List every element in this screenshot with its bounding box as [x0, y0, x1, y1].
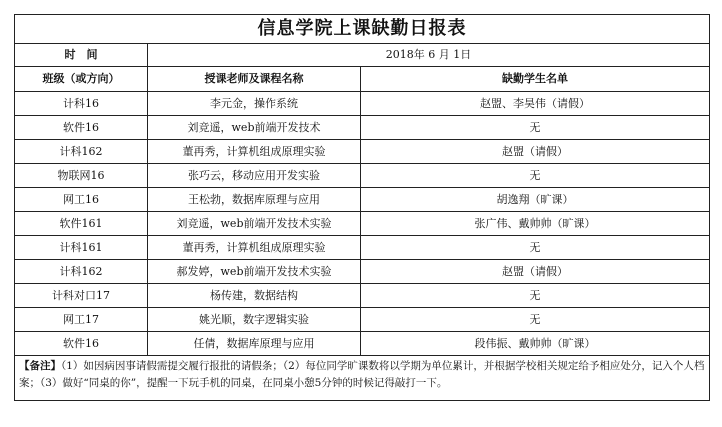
header-absent: 缺勤学生名单	[361, 67, 710, 92]
cell-teacher-course: 刘竞遥，web前端开发技术	[148, 116, 361, 140]
cell-absent: 无	[361, 164, 710, 188]
cell-teacher-course: 刘竞遥，web前端开发技术实验	[148, 212, 361, 236]
table-row	[15, 260, 710, 284]
cell-absent: 无	[361, 236, 710, 260]
table-row	[15, 284, 710, 308]
header-class: 班级（或方向）	[15, 67, 148, 92]
table-row	[15, 92, 710, 116]
cell-class: 软件161	[15, 212, 148, 236]
table-row	[15, 236, 710, 260]
cell-teacher-course: 任倩，数据库原理与应用	[148, 332, 361, 356]
note-cell	[15, 356, 710, 401]
cell-absent: 张广伟、戴帅帅（旷课）	[361, 212, 710, 236]
table-row	[15, 188, 710, 212]
cell-class: 物联网16	[15, 164, 148, 188]
cell-class: 计科16	[15, 92, 148, 116]
cell-absent: 无	[361, 284, 710, 308]
absence-report-sheet	[14, 14, 709, 401]
table-row	[15, 164, 710, 188]
table-row	[15, 116, 710, 140]
cell-absent: 无	[361, 308, 710, 332]
table-row	[15, 212, 710, 236]
time-label: 时 间	[15, 44, 148, 67]
cell-teacher-course: 董再秀，计算机组成原理实验	[148, 140, 361, 164]
cell-class: 网工16	[15, 188, 148, 212]
cell-teacher-course: 董再秀，计算机组成原理实验	[148, 236, 361, 260]
note-label: 【备注】	[19, 360, 61, 372]
cell-class: 计科162	[15, 140, 148, 164]
cell-class: 计科对口17	[15, 284, 148, 308]
cell-teacher-course: 王松勃，数据库原理与应用	[148, 188, 361, 212]
header-row	[15, 67, 710, 92]
cell-absent: 无	[361, 116, 710, 140]
note-text: （1）如因病因事请假需提交履行报批的请假条；（2）每位同学旷课数将以学期为单位累计，并根据学校相关规定给予相应处分，记入个人档案；（3）做好“同桌的你”，提醒一下玩手机的同桌，在同桌小憩5分钟的时候记得敲打一下。	[19, 360, 705, 389]
cell-class: 计科161	[15, 236, 148, 260]
report-title: 信息学院上课缺勤日报表	[15, 15, 710, 44]
cell-teacher-course: 张巧云，移动应用开发实验	[148, 164, 361, 188]
cell-teacher-course: 杨传建，数据结构	[148, 284, 361, 308]
table-row	[15, 140, 710, 164]
cell-absent: 赵盟、李昊伟（请假）	[361, 92, 710, 116]
cell-absent: 段伟振、戴帅帅（旷课）	[361, 332, 710, 356]
cell-teacher-course: 李元金，操作系统	[148, 92, 361, 116]
header-teacher-course: 授课老师及课程名称	[148, 67, 361, 92]
note-row	[15, 356, 710, 401]
title-row	[15, 15, 710, 44]
time-row	[15, 44, 710, 67]
report-date: 2018年 6 月 1日	[148, 44, 710, 67]
table-row	[15, 332, 710, 356]
cell-class: 软件16	[15, 332, 148, 356]
cell-class: 计科162	[15, 260, 148, 284]
cell-teacher-course: 姚光顺，数字逻辑实验	[148, 308, 361, 332]
table-row	[15, 308, 710, 332]
cell-teacher-course: 郝发婷，web前端开发技术实验	[148, 260, 361, 284]
cell-absent: 赵盟（请假）	[361, 140, 710, 164]
cell-class: 软件16	[15, 116, 148, 140]
absence-report-table	[14, 14, 710, 401]
cell-class: 网工17	[15, 308, 148, 332]
cell-absent: 赵盟（请假）	[361, 260, 710, 284]
cell-absent: 胡逸翔（旷课）	[361, 188, 710, 212]
